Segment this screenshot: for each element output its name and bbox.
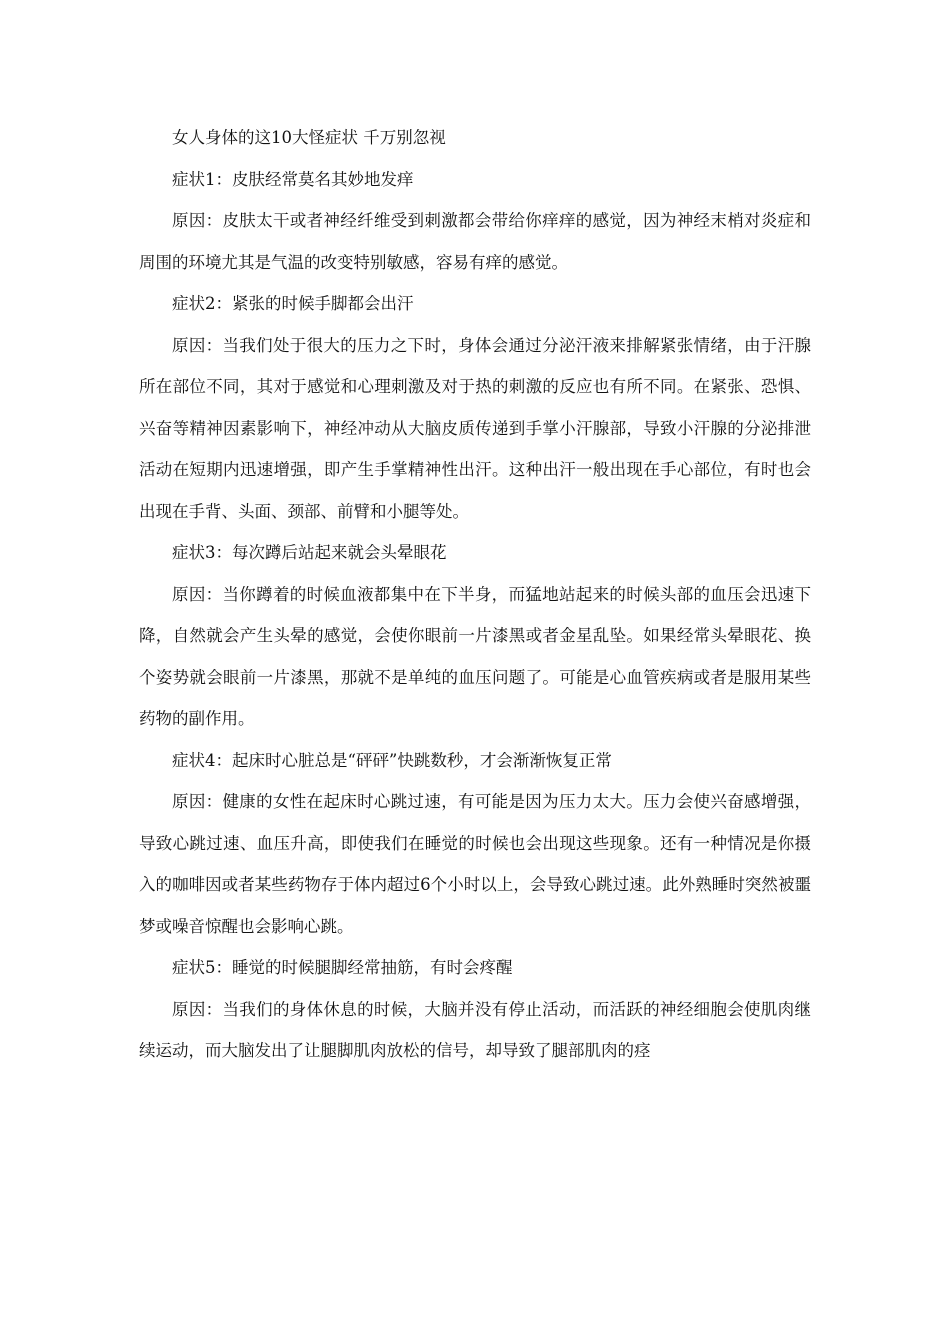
symptom-heading-2: 症状2：紧张的时候手脚都会出汗 [172,294,414,313]
symptom-heading-1: 症状1：皮肤经常莫名其妙地发痒 [172,169,414,189]
cause-paragraph-1: 原因：皮肤太干或者神经纤维受到刺激都会带给你痒痒的感觉，因为神经末梢对炎症和周围的环境尤其是气温的改变特别敏感，容易有痒的感觉。 [139,211,811,272]
document-body [139,117,811,1072]
symptom-heading-5: 症状5：睡觉的时候腿脚经常抽筋，有时会疼醒 [172,958,513,977]
article-title: 女人身体的这10大怪症状 千万别忽视 [172,128,446,147]
cause-paragraph-5: 原因：当我们的身体休息的时候，大脑并没有停止活动，而活跃的神经细胞会使肌肉继续运动，而大脑发出了让腿脚肌肉放松的信号，却导致了腿部肌肉的痉 [139,999,811,1060]
cause-paragraph-4: 原因：健康的女性在起床时心跳过速，有可能是因为压力太大。压力会使兴奋感增强，导致心跳过速、血压升高，即使我们在睡觉的时候也会出现这些现象。还有一种情况是你摄入的咖啡因或者某些药物存于体内超过6个小时以上，会导致心跳过速。此外熟睡时突然被噩梦或噪音惊醒也会影响心跳。 [139,792,811,936]
symptom-heading-4: 症状4：起床时心脏总是“砰砰”快跳数秒，才会渐渐恢复正常 [172,750,612,770]
symptom-heading-3: 症状3：每次蹲后站起来就会头晕眼花 [172,543,447,562]
cause-paragraph-3: 原因：当你蹲着的时候血液都集中在下半身，而猛地站起来的时候头部的血压会迅速下降，自然就会产生头晕的感觉，会使你眼前一片漆黑或者金星乱坠。如果经常头晕眼花、换个姿势就会眼前一片漆黑，那就不是单纯的血压问题了。可能是心血管疾病或者是服用某些药物的副作用。 [139,584,811,728]
cause-paragraph-2: 原因：当我们处于很大的压力之下时，身体会通过分泌汗液来排解紧张情绪，由于汗腺所在部位不同，其对于感觉和心理刺激及对于热的刺激的反应也有所不同。在紧张、恐惧、兴奋等精神因素影响下，神经冲动从大脑皮质传递到手掌小汗腺部，导致小汗腺的分泌排泄活动在短期内迅速增强，即产生手掌精神性出汗。这种出汗一般出现在手心部位，有时也会出现在手背、头面、颈部、前臂和小腿等处。 [139,335,811,521]
